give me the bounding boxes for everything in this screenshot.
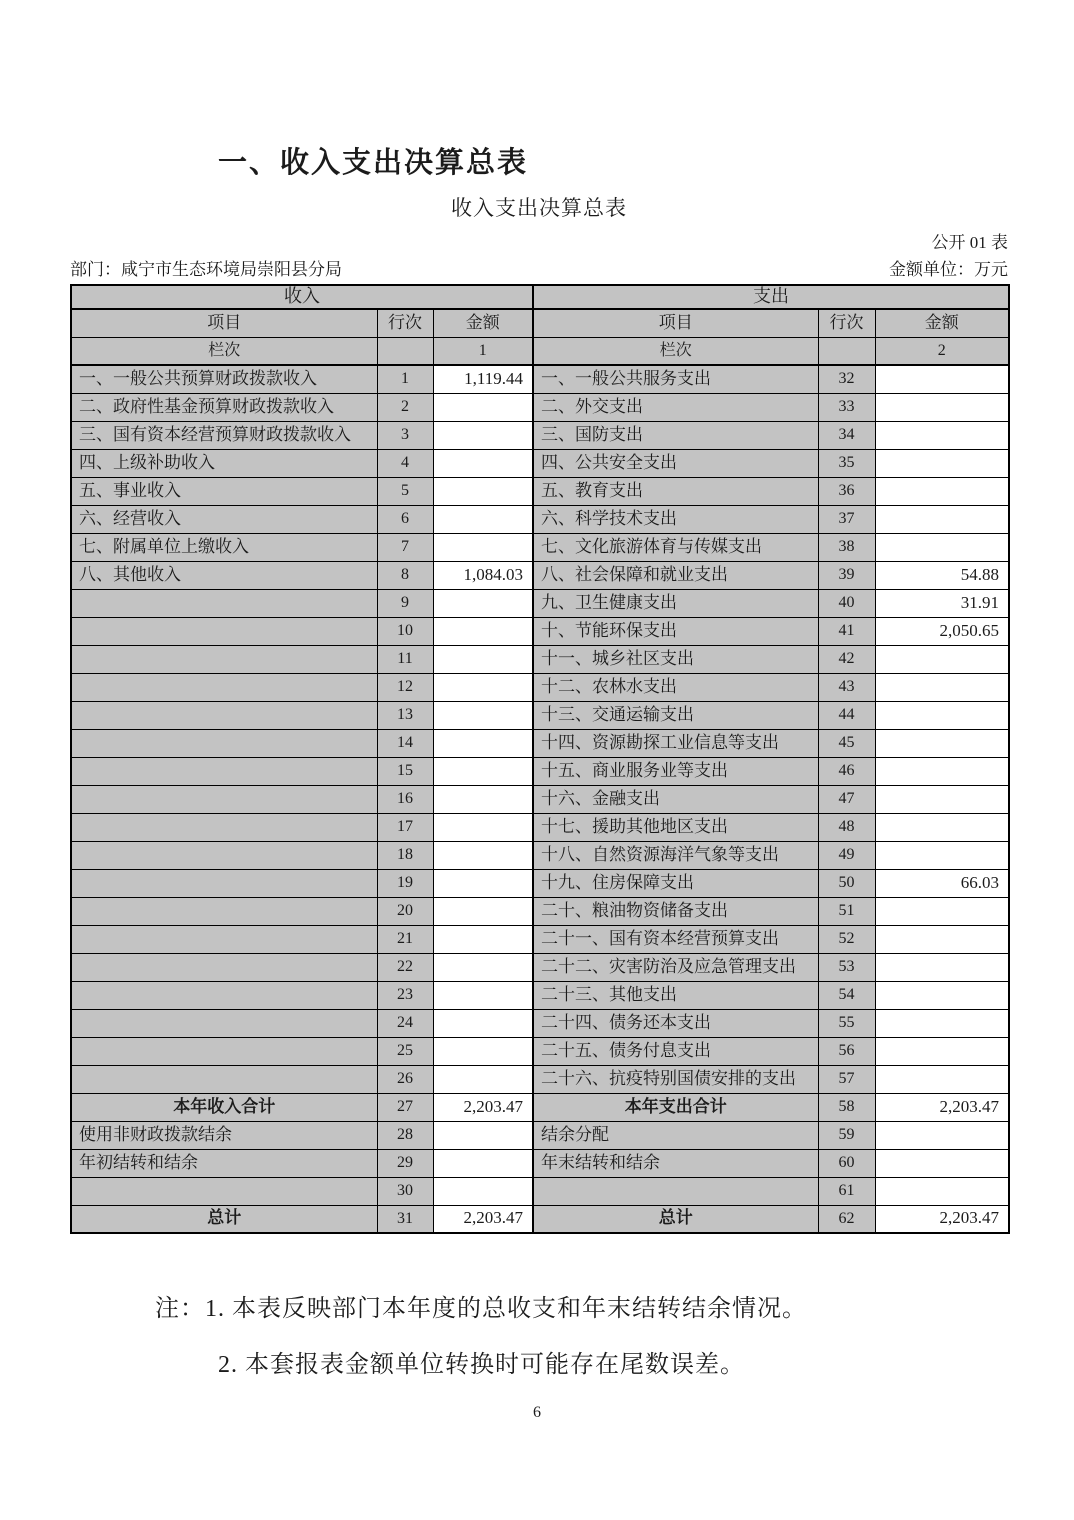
expense-line-cell: 54	[818, 981, 875, 1009]
income-line-cell: 23	[377, 981, 433, 1009]
income-amount-cell	[433, 477, 533, 505]
income-amount-cell	[433, 785, 533, 813]
expense-line-cell: 50	[818, 869, 875, 897]
income-item-cell: 总计	[71, 1205, 377, 1233]
income-amount-cell	[433, 1121, 533, 1149]
income-line-cell: 3	[377, 421, 433, 449]
page-number: 6	[533, 1404, 541, 1421]
income-line-cell: 22	[377, 953, 433, 981]
income-line-cell: 8	[377, 561, 433, 589]
expense-item-cell: 九、卫生健康支出	[533, 589, 818, 617]
income-line-cell: 17	[377, 813, 433, 841]
income-line-cell: 21	[377, 925, 433, 953]
income-item-cell	[71, 1009, 377, 1037]
income-line-cell: 19	[377, 869, 433, 897]
income-line-cell: 26	[377, 1065, 433, 1093]
income-item-cell	[71, 953, 377, 981]
table-row	[71, 701, 1009, 729]
expense-item-cell: 总计	[533, 1205, 818, 1233]
table-row	[71, 1065, 1009, 1093]
income-line-cell: 6	[377, 505, 433, 533]
income-item-cell	[71, 673, 377, 701]
income-line-cell: 29	[377, 1149, 433, 1177]
income-colindex-label: 栏次	[71, 337, 377, 365]
income-amount-cell	[433, 757, 533, 785]
table-row	[71, 1009, 1009, 1037]
note-1: 注：1. 本表反映部门本年度的总收支和年末结转结余情况。	[155, 1296, 807, 1322]
expense-amount-cell: 66.03	[875, 869, 1009, 897]
table-row	[71, 617, 1009, 645]
income-item-cell	[71, 645, 377, 673]
income-line-cell: 11	[377, 645, 433, 673]
income-item-cell: 四、上级补助收入	[71, 449, 377, 477]
expense-item-cell: 十四、资源勘探工业信息等支出	[533, 729, 818, 757]
expense-line-cell: 45	[818, 729, 875, 757]
expense-item-cell: 年末结转和结余	[533, 1149, 818, 1177]
table-row	[71, 365, 1009, 393]
expense-item-cell: 七、文化旅游体育与传媒支出	[533, 533, 818, 561]
expense-line-cell: 58	[818, 1093, 875, 1121]
income-item-cell: 三、国有资本经营预算财政拨款收入	[71, 421, 377, 449]
expense-line-cell: 60	[818, 1149, 875, 1177]
income-amount-cell	[433, 925, 533, 953]
table-row	[71, 869, 1009, 897]
income-item-cell	[71, 925, 377, 953]
income-amount-cell	[433, 505, 533, 533]
income-amount-cell: 1,119.44	[433, 365, 533, 393]
unit-label: 金额单位：万元	[889, 260, 1008, 279]
income-amount-cell	[433, 589, 533, 617]
expense-line-cell: 34	[818, 421, 875, 449]
income-item-col-header: 项目	[71, 309, 377, 337]
income-line-cell: 10	[377, 617, 433, 645]
income-item-cell: 本年收入合计	[71, 1093, 377, 1121]
income-line-cell: 9	[377, 589, 433, 617]
expense-amount-cell	[875, 953, 1009, 981]
income-amount-cell	[433, 1177, 533, 1205]
expense-item-cell: 十二、农林水支出	[533, 673, 818, 701]
income-amount-cell	[433, 1037, 533, 1065]
expense-item-cell: 二十六、抗疫特别国债安排的支出	[533, 1065, 818, 1093]
expense-line-cell: 39	[818, 561, 875, 589]
table-row	[71, 673, 1009, 701]
table-row	[71, 729, 1009, 757]
table-row	[71, 393, 1009, 421]
table-row	[71, 561, 1009, 589]
income-line-cell: 31	[377, 1205, 433, 1233]
table-row	[71, 421, 1009, 449]
income-amount-col-header: 金额	[433, 309, 533, 337]
meta-row	[70, 255, 1008, 280]
table-row	[71, 589, 1009, 617]
expense-amount-cell	[875, 1149, 1009, 1177]
expense-amount-col-header: 金额	[875, 309, 1009, 337]
expense-amount-cell	[875, 841, 1009, 869]
expense-item-cell: 十六、金融支出	[533, 785, 818, 813]
income-line-cell: 24	[377, 1009, 433, 1037]
income-item-cell	[71, 757, 377, 785]
income-amount-cell	[433, 729, 533, 757]
expense-line-cell: 61	[818, 1177, 875, 1205]
expense-amount-cell	[875, 757, 1009, 785]
expense-line-cell: 40	[818, 589, 875, 617]
expense-line-cell: 38	[818, 533, 875, 561]
expense-line-cell: 51	[818, 897, 875, 925]
expense-item-col-header: 项目	[533, 309, 818, 337]
column-header-row	[71, 309, 1009, 337]
income-line-cell: 25	[377, 1037, 433, 1065]
table-body	[71, 365, 1009, 1233]
expense-line-cell: 57	[818, 1065, 875, 1093]
expense-item-cell: 本年支出合计	[533, 1093, 818, 1121]
expense-line-cell: 53	[818, 953, 875, 981]
income-item-cell	[71, 813, 377, 841]
expense-item-cell: 二十、粮油物资储备支出	[533, 897, 818, 925]
expense-item-cell: 结余分配	[533, 1121, 818, 1149]
expense-amount-cell	[875, 701, 1009, 729]
expense-line-cell: 49	[818, 841, 875, 869]
income-amount-cell: 2,203.47	[433, 1205, 533, 1233]
expense-line-col-header: 行次	[818, 309, 875, 337]
expense-item-cell: 二十三、其他支出	[533, 981, 818, 1009]
expense-line-cell: 32	[818, 365, 875, 393]
expense-amount-cell	[875, 645, 1009, 673]
expense-amount-cell	[875, 1065, 1009, 1093]
table-row	[71, 449, 1009, 477]
income-line-cell: 13	[377, 701, 433, 729]
income-amount-cell	[433, 393, 533, 421]
table-row	[71, 1149, 1009, 1177]
expense-item-cell: 十五、商业服务业等支出	[533, 757, 818, 785]
expense-colindex-label: 栏次	[533, 337, 818, 365]
table-row	[71, 785, 1009, 813]
expense-amount-cell	[875, 1009, 1009, 1037]
income-amount-cell	[433, 533, 533, 561]
income-item-cell: 六、经营收入	[71, 505, 377, 533]
expense-amount-cell	[875, 421, 1009, 449]
expense-line-cell: 43	[818, 673, 875, 701]
expense-colindex-blank	[818, 337, 875, 365]
expense-item-cell: 十七、援助其他地区支出	[533, 813, 818, 841]
expense-amount-cell	[875, 1037, 1009, 1065]
income-item-cell	[71, 981, 377, 1009]
expense-amount-cell	[875, 1121, 1009, 1149]
income-item-cell: 五、事业收入	[71, 477, 377, 505]
income-amount-cell	[433, 1009, 533, 1037]
income-item-cell	[71, 701, 377, 729]
income-item-cell: 七、附属单位上缴收入	[71, 533, 377, 561]
expense-line-cell: 52	[818, 925, 875, 953]
table-row	[71, 813, 1009, 841]
expense-line-cell: 62	[818, 1205, 875, 1233]
income-item-cell	[71, 617, 377, 645]
income-amount-cell	[433, 1149, 533, 1177]
expense-amount-cell	[875, 533, 1009, 561]
expense-item-cell: 二十一、国有资本经营预算支出	[533, 925, 818, 953]
expense-line-cell: 47	[818, 785, 875, 813]
income-item-cell	[71, 1037, 377, 1065]
income-item-cell: 年初结转和结余	[71, 1149, 377, 1177]
income-amount-cell	[433, 953, 533, 981]
income-amount-cell	[433, 701, 533, 729]
expense-item-cell: 六、科学技术支出	[533, 505, 818, 533]
expense-amount-cell	[875, 1177, 1009, 1205]
income-amount-cell	[433, 813, 533, 841]
expense-item-cell: 五、教育支出	[533, 477, 818, 505]
expense-amount-cell: 54.88	[875, 561, 1009, 589]
expense-item-cell: 二十四、债务还本支出	[533, 1009, 818, 1037]
table-row	[71, 1121, 1009, 1149]
income-amount-cell: 1,084.03	[433, 561, 533, 589]
income-amount-cell: 2,203.47	[433, 1093, 533, 1121]
expense-line-cell: 41	[818, 617, 875, 645]
income-item-cell	[71, 897, 377, 925]
expense-amount-cell	[875, 813, 1009, 841]
income-item-cell: 一、一般公共预算财政拨款收入	[71, 365, 377, 393]
expense-amount-cell	[875, 897, 1009, 925]
income-line-cell: 15	[377, 757, 433, 785]
income-line-col-header: 行次	[377, 309, 433, 337]
income-amount-cell	[433, 1065, 533, 1093]
table-row	[71, 953, 1009, 981]
income-line-cell: 18	[377, 841, 433, 869]
income-colindex-blank	[377, 337, 433, 365]
income-line-cell: 7	[377, 533, 433, 561]
table-row	[71, 505, 1009, 533]
income-line-cell: 1	[377, 365, 433, 393]
income-amount-cell	[433, 449, 533, 477]
income-item-cell: 八、其他收入	[71, 561, 377, 589]
income-line-cell: 28	[377, 1121, 433, 1149]
expense-line-cell: 48	[818, 813, 875, 841]
income-amount-cell	[433, 981, 533, 1009]
summary-table	[70, 284, 1010, 1234]
expense-amount-cell	[875, 449, 1009, 477]
expense-amount-cell	[875, 393, 1009, 421]
expense-item-cell: 二十二、灾害防治及应急管理支出	[533, 953, 818, 981]
table-title: 收入支出决算总表	[451, 196, 627, 220]
table-row	[71, 645, 1009, 673]
expense-amount-cell: 31.91	[875, 589, 1009, 617]
table-row	[71, 757, 1009, 785]
income-line-cell: 20	[377, 897, 433, 925]
expense-item-cell: 三、国防支出	[533, 421, 818, 449]
expense-line-cell: 56	[818, 1037, 875, 1065]
expense-amount-cell: 2,203.47	[875, 1205, 1009, 1233]
expense-line-cell: 33	[818, 393, 875, 421]
income-line-cell: 5	[377, 477, 433, 505]
table-row	[71, 477, 1009, 505]
income-item-cell	[71, 841, 377, 869]
expense-line-cell: 44	[818, 701, 875, 729]
income-amount-cell	[433, 673, 533, 701]
income-line-cell: 16	[377, 785, 433, 813]
table-code: 公开 01 表	[931, 233, 1008, 252]
income-item-cell	[71, 1177, 377, 1205]
expense-amount-cell	[875, 505, 1009, 533]
expense-line-cell: 55	[818, 1009, 875, 1037]
expense-item-cell: 十三、交通运输支出	[533, 701, 818, 729]
table-row	[71, 533, 1009, 561]
expense-amount-cell	[875, 477, 1009, 505]
income-line-cell: 30	[377, 1177, 433, 1205]
expense-item-cell: 十一、城乡社区支出	[533, 645, 818, 673]
expense-item-cell: 二十五、债务付息支出	[533, 1037, 818, 1065]
expense-line-cell: 36	[818, 477, 875, 505]
expense-item-cell: 一、一般公共服务支出	[533, 365, 818, 393]
expense-item-cell: 八、社会保障和就业支出	[533, 561, 818, 589]
expense-colindex-value: 2	[875, 337, 1009, 365]
expense-amount-cell	[875, 673, 1009, 701]
table-row	[71, 1093, 1009, 1121]
expense-item-cell: 十九、住房保障支出	[533, 869, 818, 897]
expense-amount-cell: 2,203.47	[875, 1093, 1009, 1121]
expense-item-cell: 二、外交支出	[533, 393, 818, 421]
income-amount-cell	[433, 421, 533, 449]
table-row	[71, 1205, 1009, 1233]
income-item-cell	[71, 1065, 377, 1093]
expense-amount-cell	[875, 981, 1009, 1009]
income-item-cell: 二、政府性基金预算财政拨款收入	[71, 393, 377, 421]
expense-item-cell: 十、节能环保支出	[533, 617, 818, 645]
expense-item-cell	[533, 1177, 818, 1205]
section-header-row	[71, 285, 1009, 309]
income-amount-cell	[433, 841, 533, 869]
expense-line-cell: 35	[818, 449, 875, 477]
expense-amount-cell	[875, 785, 1009, 813]
column-index-row	[71, 337, 1009, 365]
table-row	[71, 981, 1009, 1009]
expense-item-cell: 四、公共安全支出	[533, 449, 818, 477]
expense-amount-cell: 2,050.65	[875, 617, 1009, 645]
expense-item-cell: 十八、自然资源海洋气象等支出	[533, 841, 818, 869]
expense-line-cell: 37	[818, 505, 875, 533]
note-2: 2. 本套报表金额单位转换时可能存在尾数误差。	[218, 1352, 745, 1378]
department-label: 部门：咸宁市生态环境局崇阳县分局	[70, 260, 342, 279]
table-row	[71, 1037, 1009, 1065]
income-colindex-value: 1	[433, 337, 533, 365]
income-line-cell: 2	[377, 393, 433, 421]
income-amount-cell	[433, 897, 533, 925]
income-line-cell: 4	[377, 449, 433, 477]
income-amount-cell	[433, 617, 533, 645]
income-item-cell: 使用非财政拨款结余	[71, 1121, 377, 1149]
income-section-header: 收入	[71, 285, 533, 309]
income-line-cell: 27	[377, 1093, 433, 1121]
income-item-cell	[71, 869, 377, 897]
expense-amount-cell	[875, 729, 1009, 757]
expense-line-cell: 46	[818, 757, 875, 785]
table-row	[71, 925, 1009, 953]
income-line-cell: 14	[377, 729, 433, 757]
expense-line-cell: 42	[818, 645, 875, 673]
income-amount-cell	[433, 869, 533, 897]
income-item-cell	[71, 589, 377, 617]
table-row	[71, 841, 1009, 869]
expense-line-cell: 59	[818, 1121, 875, 1149]
table-row	[71, 897, 1009, 925]
expense-amount-cell	[875, 925, 1009, 953]
expense-section-header: 支出	[533, 285, 1009, 309]
section-title: 一、收入支出决算总表	[218, 145, 529, 179]
income-item-cell	[71, 785, 377, 813]
expense-amount-cell	[875, 365, 1009, 393]
income-item-cell	[71, 729, 377, 757]
income-line-cell: 12	[377, 673, 433, 701]
table-row	[71, 1177, 1009, 1205]
income-amount-cell	[433, 645, 533, 673]
